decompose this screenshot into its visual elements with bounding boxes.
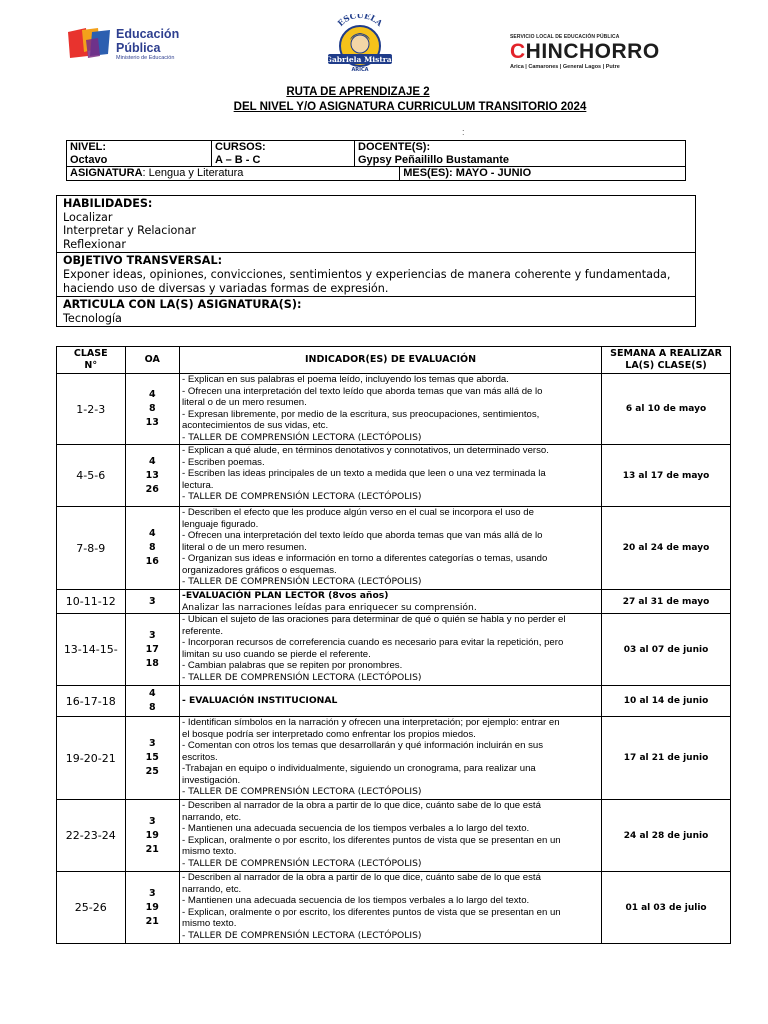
objetivo-title: OBJETIVO TRANSVERSAL: xyxy=(63,254,223,268)
indicador-line: - Organizan sus ideas e información en torno a diferentes categorías o temas, usando xyxy=(182,553,548,564)
evaluacion-line: -EVALUACIÓN PLAN LECTOR (8vos años) xyxy=(182,590,389,601)
indicador-cell xyxy=(180,445,602,507)
oa-cell xyxy=(125,590,179,614)
habilidades-table xyxy=(56,195,696,327)
semana-cell: 17 al 21 de junio xyxy=(602,717,731,800)
table-row xyxy=(57,590,731,614)
oa-number: 13 xyxy=(145,417,159,428)
habilidades-cell xyxy=(57,196,696,253)
header-oa: OA xyxy=(125,347,179,374)
articula-title: ARTICULA CON LA(S) ASIGNATURA(S): xyxy=(63,298,302,312)
table-row xyxy=(57,374,731,445)
chinchorro-logo xyxy=(510,34,690,70)
indicador-line: - Incorporan recursos de correferencia cuando es necesario para evitar la repetición, pero xyxy=(182,637,564,648)
docente-cell xyxy=(355,141,686,167)
cursos-value: A – B - C xyxy=(215,153,261,166)
taller-line: - TALLER DE COMPRENSIÓN LECTORA (LECTÓPOLIS) xyxy=(182,671,422,683)
oa-number: 4 xyxy=(148,389,156,400)
indicador-line: - Mantienen una adecuada secuencia de los tiempos verbales a lo largo del texto. xyxy=(182,823,530,834)
indicador-line: - Explican, oralmente o por escrito, los diferentes puntos de vista que se presentan en un xyxy=(182,834,561,846)
meses-cell xyxy=(400,167,686,181)
indicador-line: - Explican en sus palabras el poema leído, incluyendo los temas que aborda. xyxy=(182,374,509,385)
oa-number: 8 xyxy=(148,542,156,553)
cursos-cell xyxy=(212,141,355,167)
oa-number: 19 xyxy=(145,901,159,913)
indicador-cell xyxy=(180,800,602,872)
asignatura-value: : Lengua y Literatura xyxy=(142,167,244,179)
indicador-line: - Describen el efecto que les produce algún verso en el cual se incorpora el uso de xyxy=(182,507,534,518)
ep-line2: Pública xyxy=(116,40,161,55)
ep-line3: Ministerio de Educación xyxy=(116,55,175,61)
indicador-cell xyxy=(180,590,602,614)
clase-cell: 16-17-18 xyxy=(57,686,126,717)
header-clase-line1: CLASE xyxy=(73,348,108,359)
ch-main-rest: HINCHORRO xyxy=(525,40,660,63)
objetivo-line: Exponer ideas, opiniones, convicciones, sentimientos y experiencias de manera coherente y fundamentada, xyxy=(63,267,671,281)
oa-number: 15 xyxy=(145,752,159,763)
taller-line: - TALLER DE COMPRENSIÓN LECTORA (LECTÓPOLIS) xyxy=(182,929,422,941)
escuela-place-text: ARICA xyxy=(351,67,369,73)
indicador-line: narrando, etc. xyxy=(182,811,242,823)
indicador-line: limitan su uso cuando se pierde el referente. xyxy=(182,648,371,660)
table-row xyxy=(57,686,731,717)
table-row xyxy=(57,614,731,686)
oa-cell xyxy=(125,445,179,507)
semana-cell: 01 al 03 de julio xyxy=(602,872,731,944)
cursos-label: CURSOS: xyxy=(215,141,266,153)
indicador-cell xyxy=(180,717,602,800)
oa-cell xyxy=(125,374,179,445)
indicador-line: el bosque podría ser interpretado como enfrentar los propios miedos. xyxy=(182,728,476,740)
taller-line: - TALLER DE COMPRENSIÓN LECTORA (LECTÓPOLIS) xyxy=(182,491,422,502)
taller-line: - TALLER DE COMPRENSIÓN LECTORA (LECTÓPOLIS) xyxy=(182,857,422,869)
oa-number: 3 xyxy=(148,629,156,641)
taller-line: - TALLER DE COMPRENSIÓN LECTORA (LECTÓPOLIS) xyxy=(182,786,422,797)
oa-number: 8 xyxy=(148,702,156,713)
header-semana xyxy=(602,347,731,374)
indicador-line: investigación. xyxy=(182,774,241,786)
habilidad-item: Reflexionar xyxy=(63,237,127,251)
doc-title-line2: DEL NIVEL Y/O ASIGNATURA CURRICULUM TRANSITORIO 2024 xyxy=(233,101,587,113)
oa-number: 3 xyxy=(148,738,156,749)
clase-cell: 25-26 xyxy=(57,872,126,944)
oa-number: 18 xyxy=(145,657,159,669)
doc-title-line1: RUTA DE APRENDIZAJE 2 xyxy=(286,86,430,98)
oa-cell xyxy=(125,614,179,686)
habilidades-title: HABILIDADES: xyxy=(63,197,153,210)
nivel-label: NIVEL: xyxy=(70,141,107,153)
oa-number: 8 xyxy=(148,403,156,414)
indicador-line: - Ubican el sujeto de las oraciones para determinar de qué o quién se habla y no perder el xyxy=(182,614,566,625)
oa-cell xyxy=(125,686,179,717)
indicador-line: literal o de un mero resumen. xyxy=(182,397,307,408)
articula-cell xyxy=(57,297,696,327)
asignatura-cell xyxy=(67,167,400,181)
ch-sub-text: Arica | Camarones | General Lagos | Putre xyxy=(510,64,620,70)
oa-number: 13 xyxy=(145,469,159,481)
indicador-line: - Identifican símbolos en la narración y ofrecen una interpretación; por ejemplo: entrar en xyxy=(182,717,560,728)
indicador-cell xyxy=(180,374,602,445)
semana-cell: 27 al 31 de mayo xyxy=(602,590,731,614)
evaluacion-desc-line: Analizar las narraciones leídas para enriquecer su comprensión. xyxy=(182,601,477,613)
indicador-line: mismo texto. xyxy=(182,918,237,929)
oa-cell xyxy=(125,507,179,590)
docente-label: DOCENTE(S): xyxy=(358,141,431,153)
objetivo-line: haciendo uso de diversas y variadas formas de expresión. xyxy=(63,281,389,295)
clase-cell: 13-14-15- xyxy=(57,614,126,686)
table-row xyxy=(57,872,731,944)
indicador-line: - Expresan libremente, por medio de la escritura, sus preocupaciones, sentimientos, xyxy=(182,408,540,420)
articula-value: Tecnología xyxy=(63,311,122,325)
indicador-line: organizadores gráficos o esquemas. xyxy=(182,564,337,576)
ch-main-text xyxy=(510,41,690,62)
table-row xyxy=(57,445,731,507)
nivel-value: Octavo xyxy=(70,153,108,166)
indicador-line: lectura. xyxy=(182,479,214,491)
indicador-line: - Explican a qué alude, en términos denotativos y connotativos, un determinado verso. xyxy=(182,445,549,456)
habilidad-item: Localizar xyxy=(63,210,113,224)
semana-cell: 20 al 24 de mayo xyxy=(602,507,731,590)
header-semana-line1: SEMANA A REALIZAR xyxy=(610,348,722,359)
clase-cell: 7-8-9 xyxy=(57,507,126,590)
clase-cell: 4-5-6 xyxy=(57,445,126,507)
escuela-gabriela-mistral-logo xyxy=(322,14,398,74)
oa-cell xyxy=(125,800,179,872)
docente-value: Gypsy Peñailillo Bustamante xyxy=(358,153,509,166)
indicador-line: - Escriben poemas. xyxy=(182,456,265,468)
oa-number: 19 xyxy=(145,829,159,841)
oa-number: 21 xyxy=(145,915,159,927)
educacion-publica-logo xyxy=(66,24,196,64)
clase-cell: 22-23-24 xyxy=(57,800,126,872)
semana-cell: 10 al 14 de junio xyxy=(602,686,731,717)
indicador-line: - Describen al narrador de la obra a partir de lo que dice, cuánto sabe de lo que está xyxy=(182,800,541,811)
table-row xyxy=(57,717,731,800)
ch-top-text: SERVICIO LOCAL DE EDUCACIÓN PÚBLICA xyxy=(510,34,620,40)
stray-colon: : xyxy=(462,127,465,137)
indicador-cell xyxy=(180,507,602,590)
indicador-line: - Describen al narrador de la obra a partir de lo que dice, cuánto sabe de lo que está xyxy=(182,872,541,883)
ch-main-first: C xyxy=(510,40,526,63)
taller-line: - TALLER DE COMPRENSIÓN LECTORA (LECTÓPOLIS) xyxy=(182,431,422,443)
indicador-line: -Trabajan en equipo o individualmente, siguiendo un cronograma, para realizar una xyxy=(182,763,536,774)
header-clase-line2: N° xyxy=(84,360,98,371)
indicador-cell xyxy=(180,686,602,717)
oa-number: 17 xyxy=(145,643,159,655)
semana-cell: 13 al 17 de mayo xyxy=(602,445,731,507)
indicador-cell xyxy=(180,872,602,944)
taller-line: - TALLER DE COMPRENSIÓN LECTORA (LECTÓPOLIS) xyxy=(182,576,422,587)
semana-cell: 6 al 10 de mayo xyxy=(602,374,731,445)
oa-number: 21 xyxy=(145,843,159,855)
clase-cell: 19-20-21 xyxy=(57,717,126,800)
oa-number: 3 xyxy=(148,815,156,827)
indicador-line: mismo texto. xyxy=(182,846,237,857)
header-clase xyxy=(57,347,126,374)
indicador-line: - Cambian palabras que se repiten por pronombres. xyxy=(182,660,403,671)
indicador-line: - Mantienen una adecuada secuencia de los tiempos verbales a lo largo del texto. xyxy=(182,895,530,906)
indicador-line: - Escriben las ideas principales de un texto a medida que leen o una vez terminada la xyxy=(182,468,546,479)
indicador-line: referente. xyxy=(182,625,224,637)
oa-number: 4 xyxy=(148,455,156,467)
clase-cell: 1-2-3 xyxy=(57,374,126,445)
oa-cell xyxy=(125,872,179,944)
nivel-cell xyxy=(67,141,212,167)
evaluation-table xyxy=(56,346,731,944)
indicador-line: acontecimientos de sus vidas, etc. xyxy=(182,420,329,431)
oa-number: 26 xyxy=(145,483,159,495)
header-indicador: INDICADOR(ES) DE EVALUACIÓN xyxy=(180,347,602,374)
header-semana-line2: LA(S) CLASE(S) xyxy=(625,360,707,371)
oa-number: 3 xyxy=(148,595,156,607)
indicador-line: literal o de un mero resumen. xyxy=(182,541,307,553)
asignatura-label: ASIGNATURA xyxy=(70,167,143,179)
evaluacion-line: - EVALUACIÓN INSTITUCIONAL xyxy=(182,695,338,707)
oa-number: 16 xyxy=(145,556,159,567)
indicador-cell xyxy=(180,614,602,686)
habilidad-item: Interpretar y Relacionar xyxy=(63,224,196,238)
clase-cell: 10-11-12 xyxy=(57,590,126,614)
semana-cell: 03 al 07 de junio xyxy=(602,614,731,686)
indicador-line: narrando, etc. xyxy=(182,883,242,895)
table-header-row xyxy=(57,347,731,374)
table-row xyxy=(57,800,731,872)
oa-number: 4 xyxy=(148,528,156,539)
escuela-top-text: ESCUELA xyxy=(335,14,385,29)
meses-label: MES(ES): MAYO - JUNIO xyxy=(403,167,532,179)
indicador-line: - Ofrecen una interpretación del texto leído que aborda temas que van más allá de lo xyxy=(182,530,543,541)
oa-number: 25 xyxy=(145,766,159,777)
oa-number: 3 xyxy=(148,887,156,899)
table-row xyxy=(57,507,731,590)
oa-cell xyxy=(125,717,179,800)
semana-cell: 24 al 28 de junio xyxy=(602,800,731,872)
indicador-line: - Explican, oralmente o por escrito, los diferentes puntos de vista que se presentan en un xyxy=(182,906,561,918)
info-table xyxy=(66,140,686,181)
objetivo-cell xyxy=(57,253,696,297)
ep-line1: Educación xyxy=(116,27,180,41)
indicador-line: - Comentan con otros los temas que desarrollarán y qué información incluirán en sus xyxy=(182,740,544,751)
escuela-name-text: Gabriela Mistral xyxy=(325,55,395,64)
indicador-line: escritos. xyxy=(182,751,218,763)
indicador-line: lenguaje figurado. xyxy=(182,518,259,530)
indicador-line: - Ofrecen una interpretación del texto leído que aborda temas que van más allá de lo xyxy=(182,385,543,397)
oa-number: 4 xyxy=(148,688,156,699)
educacion-publica-mark-icon xyxy=(66,26,112,60)
